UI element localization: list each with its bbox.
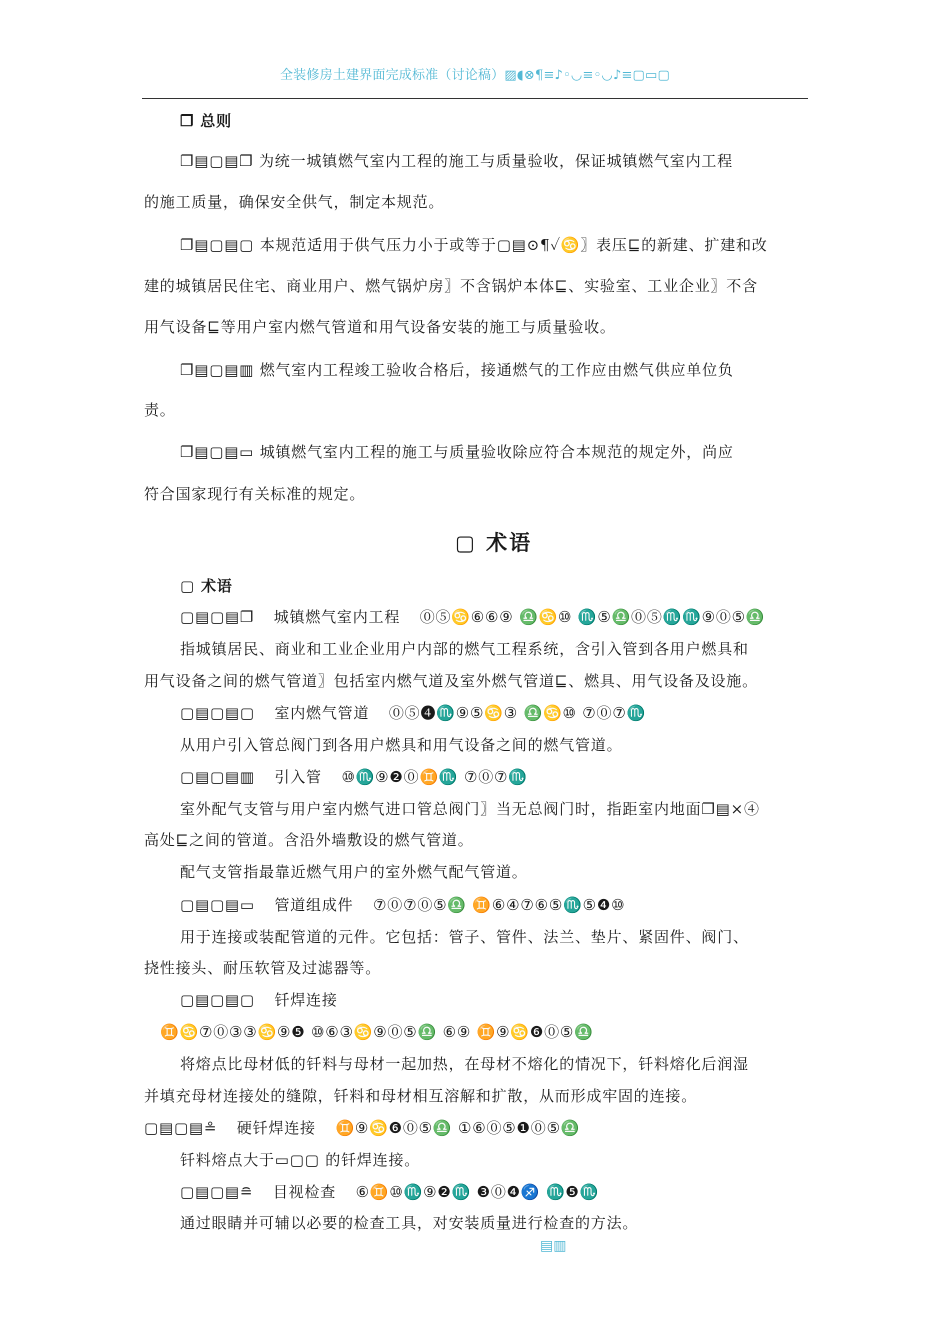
term-5-heading [180,989,338,1010]
term-6-def-line1: 钎料熔点大于▭▢▢ 的钎焊连接。 [180,1151,421,1169]
term-7-def-line1: 通过眼睛并可辅以必要的检查工具，对安装质量进行检查的方法。 [180,1214,639,1232]
term-6-number: ▢▤▢▤≗ [144,1119,218,1137]
term-5-english: ♊♋⑦⓪③③♋⑨❺ ⑩⑥③♋⑨⓪⑤♎ ⑥⑨ ♊⑨♋❻⓪⑤♎ [160,1023,594,1041]
term-2-heading [180,702,646,723]
section-title-terms: ▢ 术语 [180,577,233,595]
clause-1-1-line2: 的施工质量，确保安全供气，制定本规范。 [144,193,445,211]
term-6-english: ♊⑨♋❻⓪⑤♎ ①⑥⓪⑤❶⓪⑤♎ [335,1119,581,1137]
clause-1-2-line2: 建的城镇居民住宅、商业用户、燃气锅炉房〗不含锅炉本体⊑、实验室、工业企业〗不含 [144,277,758,295]
term-1-def-line2: 用气设备之间的燃气管道〗包括室内燃气道及室外燃气管道⊑、燃具、用气设备及设施。 [144,672,758,690]
term-5-number: ▢▤▢▤▢ [180,991,255,1009]
term-3-number: ▢▤▢▤▥ [180,768,255,786]
term-4-english: ⑦⓪⑦⓪⑤♎ ♊⑥④⑦⑥⑤♏⑤❹⑩ [373,896,626,914]
header-rule [142,98,808,99]
clause-1-4-line1: ❐▤▢▤▭ 城镇燃气室内工程的施工与质量验收除应符合本规范的规定外，尚应 [180,443,734,461]
term-3-def-line1: 室外配气支管与用户室内燃气进口管总阀门〗当无总阀门时，指距室内地面❐▤×④ [180,800,760,818]
term-2-english: ⓪⑤❹♏⑨⑤♋③ ♎♋⑩ ⑦⓪⑦♏ [388,704,647,722]
term-5-def-line1: 将熔点比母材低的钎料与母材一起加热，在母材不熔化的情况下，钎料熔化后润湿 [180,1055,749,1073]
page-header: 全装修房土建界面完成标准（讨论稿）▨◖⊗¶≡♪◦◡≡◦◡♪≡▢▭▢ [279,68,671,83]
term-1-name: 城镇燃气室内工程 [273,608,401,626]
term-3-name: 引入管 [274,768,322,786]
term-4-def-line2: 挠性接头、耐压软管及过滤器等。 [144,959,382,977]
term-2-number: ▢▤▢▤▢ [180,704,255,722]
term-5-name: 钎焊连接 [274,991,338,1009]
term-4-number: ▢▤▢▤▭ [180,896,255,914]
term-3-def-line2: 高处⊑之间的管道。含沿外墙敷设的燃气管道。 [144,831,474,849]
term-4-heading [180,894,625,915]
term-7-number: ▢▤▢▤≘ [180,1183,254,1201]
term-3-heading [180,766,528,787]
term-6-heading [144,1117,580,1138]
term-3-english: ⑩♏⑨❷⓪♊♏ ⑦⓪⑦♏ [341,768,528,786]
term-4-name: 管道组成件 [274,896,354,914]
term-7-english: ⑥♊⑩♏⑨❷♏ ❸⓪❹♐ ♏❺♏ [355,1183,600,1201]
term-3-def-line3: 配气支管指最靠近燃气用户的室外燃气配气管道。 [180,863,528,881]
term-7-heading [180,1181,599,1202]
clause-1-3-line1: ❐▤▢▤▥ 燃气室内工程竣工验收合格后，接通燃气的工作应由燃气供应单位负 [180,361,734,379]
term-6-name: 硬钎焊连接 [236,1119,316,1137]
section-title-general: ❐ 总则 [180,112,232,130]
clause-1-1-line1: ❐▤▢▤❐ 为统一城镇燃气室内工程的施工与质量验收，保证城镇燃气室内工程 [180,152,733,170]
term-2-name: 室内燃气管道 [274,704,370,722]
chapter-title-terms: ▢ 术语 [455,530,533,555]
term-4-def-line1: 用于连接或装配管道的元件。它包括：管子、管件、法兰、垫片、紧固件、阀门、 [180,928,749,946]
term-1-english: ⓪⑤♋⑥⑥⑨ ♎♋⑩ ♏⑤♎⓪⑤♏♏⑨⓪⑤♎ [419,608,766,626]
page-number: ▤▥ [540,1238,567,1254]
term-7-name: 目视检查 [272,1183,337,1201]
term-1-def-line1: 指城镇居民、商业和工业企业用户内部的燃气工程系统，含引入管到各用户燃具和 [180,640,749,658]
clause-1-2-line3: 用气设备⊑等用户室内燃气管道和用气设备安装的施工与质量验收。 [144,318,616,336]
clause-1-3-line2: 责。 [144,401,176,419]
term-5-def-line2: 并填充母材连接处的缝隙，钎料和母材相互溶解和扩散，从而形成牢固的连接。 [144,1087,698,1105]
term-1-heading [180,606,765,627]
term-2-def-line1: 从用户引入管总阀门到各用户燃具和用气设备之间的燃气管道。 [180,736,623,754]
term-1-number: ▢▤▢▤❐ [180,608,255,626]
clause-1-2-line1: ❐▤▢▤▢ 本规范适用于供气压力小于或等于▢▤⊙¶✓♋〗表压⊑的新建、扩建和改 [180,236,768,254]
clause-1-4-line2: 符合国家现行有关标准的规定。 [144,485,366,503]
